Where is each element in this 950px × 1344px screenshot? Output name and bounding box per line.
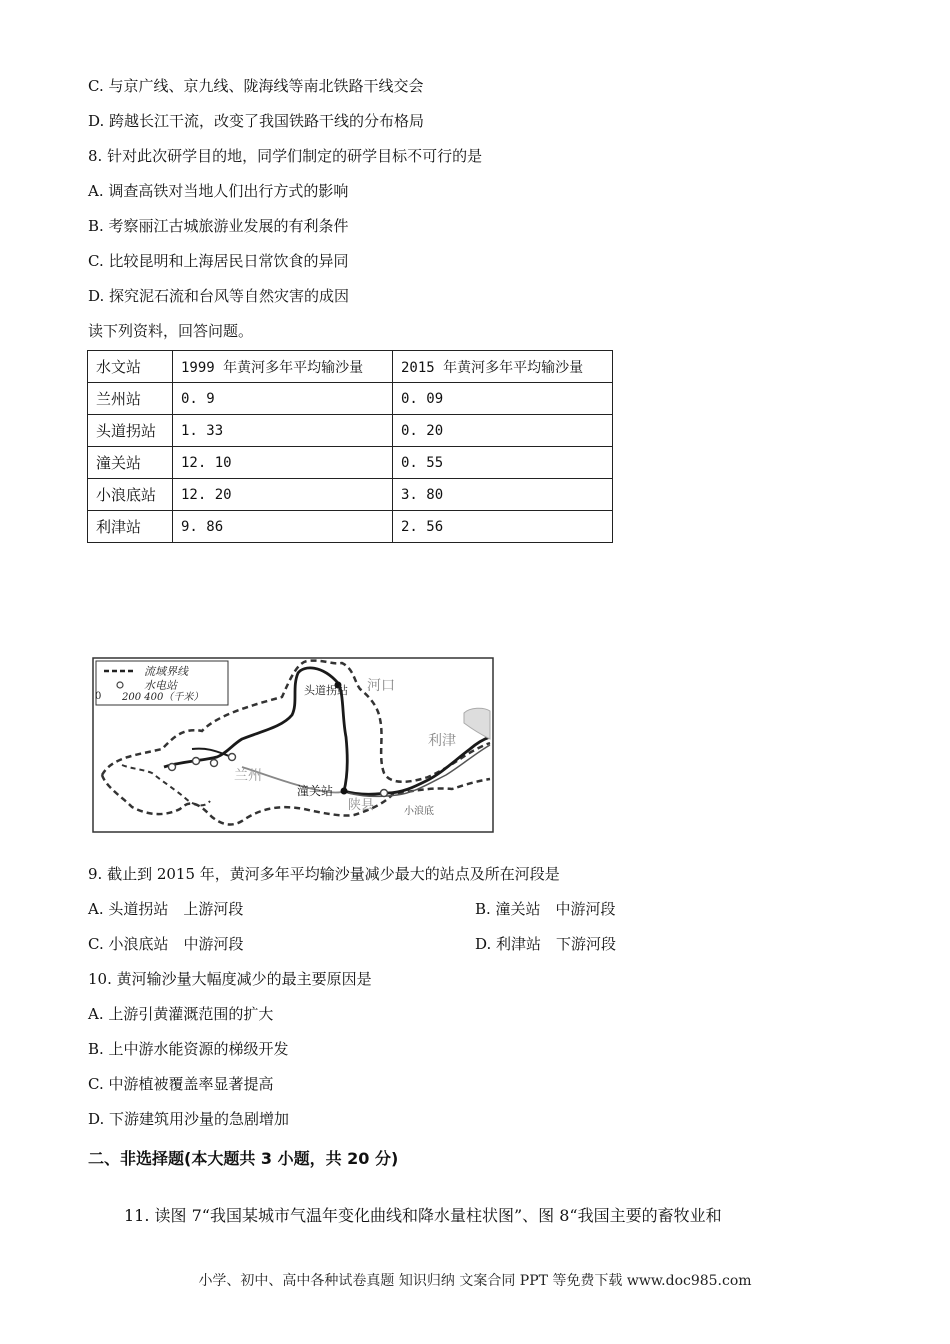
question-10-option-a: A. 上游引黄灌溉范围的扩大	[88, 1005, 274, 1023]
legend-scale-zero: 0	[95, 691, 102, 702]
tongguan-label: 潼关站	[297, 784, 334, 798]
hydro-station-icon	[381, 790, 388, 797]
table-header-cell: 2015 年黄河多年平均输沙量	[393, 351, 613, 383]
xiaolangdi-label: 小浪底	[404, 806, 434, 817]
sediment-table	[87, 350, 613, 543]
table-row	[88, 511, 613, 543]
lijin-label: 利津	[428, 733, 456, 749]
value-2015-cell: 2. 56	[393, 511, 613, 543]
value-1999-cell: 12. 20	[173, 479, 393, 511]
value-1999-cell: 9. 86	[173, 511, 393, 543]
question-10-option-b: B. 上中游水能资源的梯级开发	[88, 1040, 289, 1058]
page-footer: 小学、初中、高中各种试卷真题 知识归纳 文案合同 PPT 等免费下载 www.doc985.com	[198, 1273, 752, 1289]
station-cell: 小浪底站	[88, 479, 173, 511]
table-row	[88, 415, 613, 447]
toudaoguai-label: 头道拐站	[304, 684, 348, 697]
table-header-row	[88, 351, 613, 383]
question-8-option-a: A. 调查高铁对当地人们出行方式的影响	[88, 182, 349, 200]
value-2015-cell: 0. 55	[393, 447, 613, 479]
table-row	[88, 479, 613, 511]
table-header-cell: 1999 年黄河多年平均输沙量	[173, 351, 393, 383]
question-8-option-c: C. 比较昆明和上海居民日常饮食的异同	[88, 252, 349, 270]
question-10-stem: 10. 黄河输沙量大幅度减少的最主要原因是	[88, 970, 372, 988]
legend-scale-label: 200 400（千米）	[122, 692, 204, 703]
station-cell: 利津站	[88, 511, 173, 543]
question-8-stem: 8. 针对此次研学目的地，同学们制定的研学目标不可行的是	[88, 147, 483, 165]
value-1999-cell: 12. 10	[173, 447, 393, 479]
table-header-cell: 水文站	[88, 351, 173, 383]
lanzhou-label: 兰州	[234, 768, 262, 784]
value-2015-cell: 3. 80	[393, 479, 613, 511]
station-cell: 兰州站	[88, 383, 173, 415]
question-9-option-a: A. 头道拐站 上游河段	[88, 900, 244, 918]
table-row	[88, 447, 613, 479]
hydro-station-icon	[169, 764, 176, 771]
station-cell: 头道拐站	[88, 415, 173, 447]
question-9-option-b: B. 潼关站 中游河段	[475, 900, 616, 918]
question-8-option-d: D. 探究泥石流和台风等自然灾害的成因	[88, 287, 350, 305]
reading-instruction: 读下列资料，回答问题。	[88, 322, 254, 340]
section-title: 二、非选择题(本大题共 3 小题，共 20 分)	[88, 1149, 399, 1168]
table-row	[88, 383, 613, 415]
question-8-option-b: B. 考察丽江古城旅游业发展的有利条件	[88, 217, 349, 235]
question-9-option-d: D. 利津站 下游河段	[475, 935, 617, 953]
hekou-label: 河口	[367, 678, 395, 694]
option-d-text: D. 跨越长江干流，改变了我国铁路干线的分布格局	[88, 112, 425, 130]
legend-station-label: 水电站	[144, 679, 177, 692]
station-cell: 潼关站	[88, 447, 173, 479]
hydro-station-icon	[193, 758, 200, 765]
value-1999-cell: 0. 9	[173, 383, 393, 415]
question-9-stem: 9. 截止到 2015 年，黄河多年平均输沙量减少最大的站点及所在河段是	[88, 865, 560, 883]
tongguan-station-dot	[341, 788, 348, 795]
yellow-river-map	[92, 657, 494, 833]
question-10-option-d: D. 下游建筑用沙量的急剧增加	[88, 1110, 290, 1128]
value-1999-cell: 1. 33	[173, 415, 393, 447]
hydro-station-icon	[211, 760, 218, 767]
question-9-option-c: C. 小浪底站 中游河段	[88, 935, 244, 953]
question-10-option-c: C. 中游植被覆盖率显著提高	[88, 1075, 274, 1093]
shanxian-label: 陕县	[348, 798, 375, 813]
question-11-stem: 11. 读图 7“我国某城市气温年变化曲线和降水量柱状图”、图 8“我国主要的畜牧业和	[124, 1206, 722, 1225]
value-2015-cell: 0. 09	[393, 383, 613, 415]
legend-boundary-label: 流域界线	[144, 665, 188, 678]
hydro-station-icon	[229, 754, 236, 761]
value-2015-cell: 0. 20	[393, 415, 613, 447]
option-c-text: C. 与京广线、京九线、陇海线等南北铁路干线交会	[88, 77, 424, 95]
